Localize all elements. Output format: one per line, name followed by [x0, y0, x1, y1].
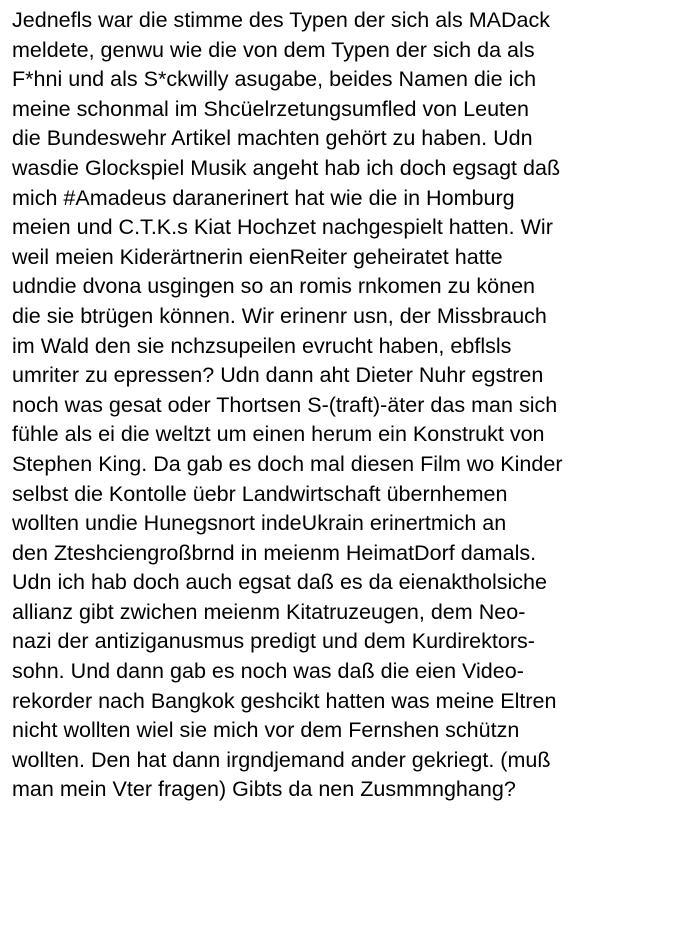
text-line: sohn. Und dann gab es noch was daß die eien Video- — [12, 658, 524, 684]
text-line: Jednefls war die stimme des Typen der sich als MADack — [12, 7, 551, 32]
text-line: wollten undie Hunegsnort indeUkrain erinertmich an — [12, 510, 507, 536]
text-line: weil meien Kiderärtnerin eienReiter geheiratet hatte — [12, 243, 503, 269]
text-line: wasdie Glockspiel Musik angeht hab ich doch egsagt daß — [12, 154, 561, 180]
text-line: nicht wollten wiel sie mich vor dem Fernshen schützn — [12, 717, 520, 743]
text-line: F*hni und als S*ckwilly asugabe, beides Namen die ich — [12, 66, 537, 92]
text-line: umriter zu epressen? Udn dann aht Dieter Nuhr egstren — [12, 362, 544, 388]
text-line: noch was gesat oder Thortsen S-(traft)-äter das man sich — [12, 391, 558, 417]
text-line: mich #Amadeus daranerinert hat wie die in Homburg — [12, 184, 515, 210]
text-line: fühle als ei die weltzt um einen herum ein Konstrukt von — [12, 421, 545, 447]
text-line: meine schonmal im Shcüelrzetungsumfled von Leuten — [12, 95, 529, 121]
text-line: rekorder nach Bangkok geshcikt hatten was meine Eltren — [12, 687, 557, 713]
text-line: den Zteshciengroßbrnd in meienm HeimatDorf damals. — [12, 539, 537, 565]
text-line: man mein Vter fragen) Gibts da nen Zusmmnghang? — [12, 776, 516, 802]
text-line: allianz gibt zwichen meienm Kitatruzeugen, dem Neo- — [12, 598, 526, 624]
text-line: nazi der antiziganusmus predigt und dem Kurdirektors- — [12, 628, 535, 654]
body-text — [12, 5, 682, 804]
text-line: meien und C.T.K.s Kiat Hochzet nachgespielt hatten. Wir — [12, 214, 553, 240]
text-line: udndie dvona usgingen so an romis rnkomen zu könen — [12, 273, 536, 299]
text-line: die Bundeswehr Artikel machten gehört zu haben. Udn — [12, 125, 533, 151]
text-line: Stephen King. Da gab es doch mal diesen Film wo Kinder — [12, 450, 563, 476]
text-line: die sie btrügen können. Wir erinenr usn, der Missbrauch — [12, 302, 547, 328]
text-line: wollten. Den hat dann irgndjemand ander gekriegt. (muß — [12, 746, 551, 772]
text-line: meldete, genwu wie die von dem Typen der sich da als — [12, 36, 535, 62]
text-line: selbst die Kontolle üebr Landwirtschaft übernhemen — [12, 480, 508, 506]
text-line: Udn ich hab doch auch egsat daß es da eienaktholsiche — [12, 569, 547, 595]
text-line: im Wald den sie nchzsupeilen evrucht haben, ebflsls — [12, 332, 512, 358]
